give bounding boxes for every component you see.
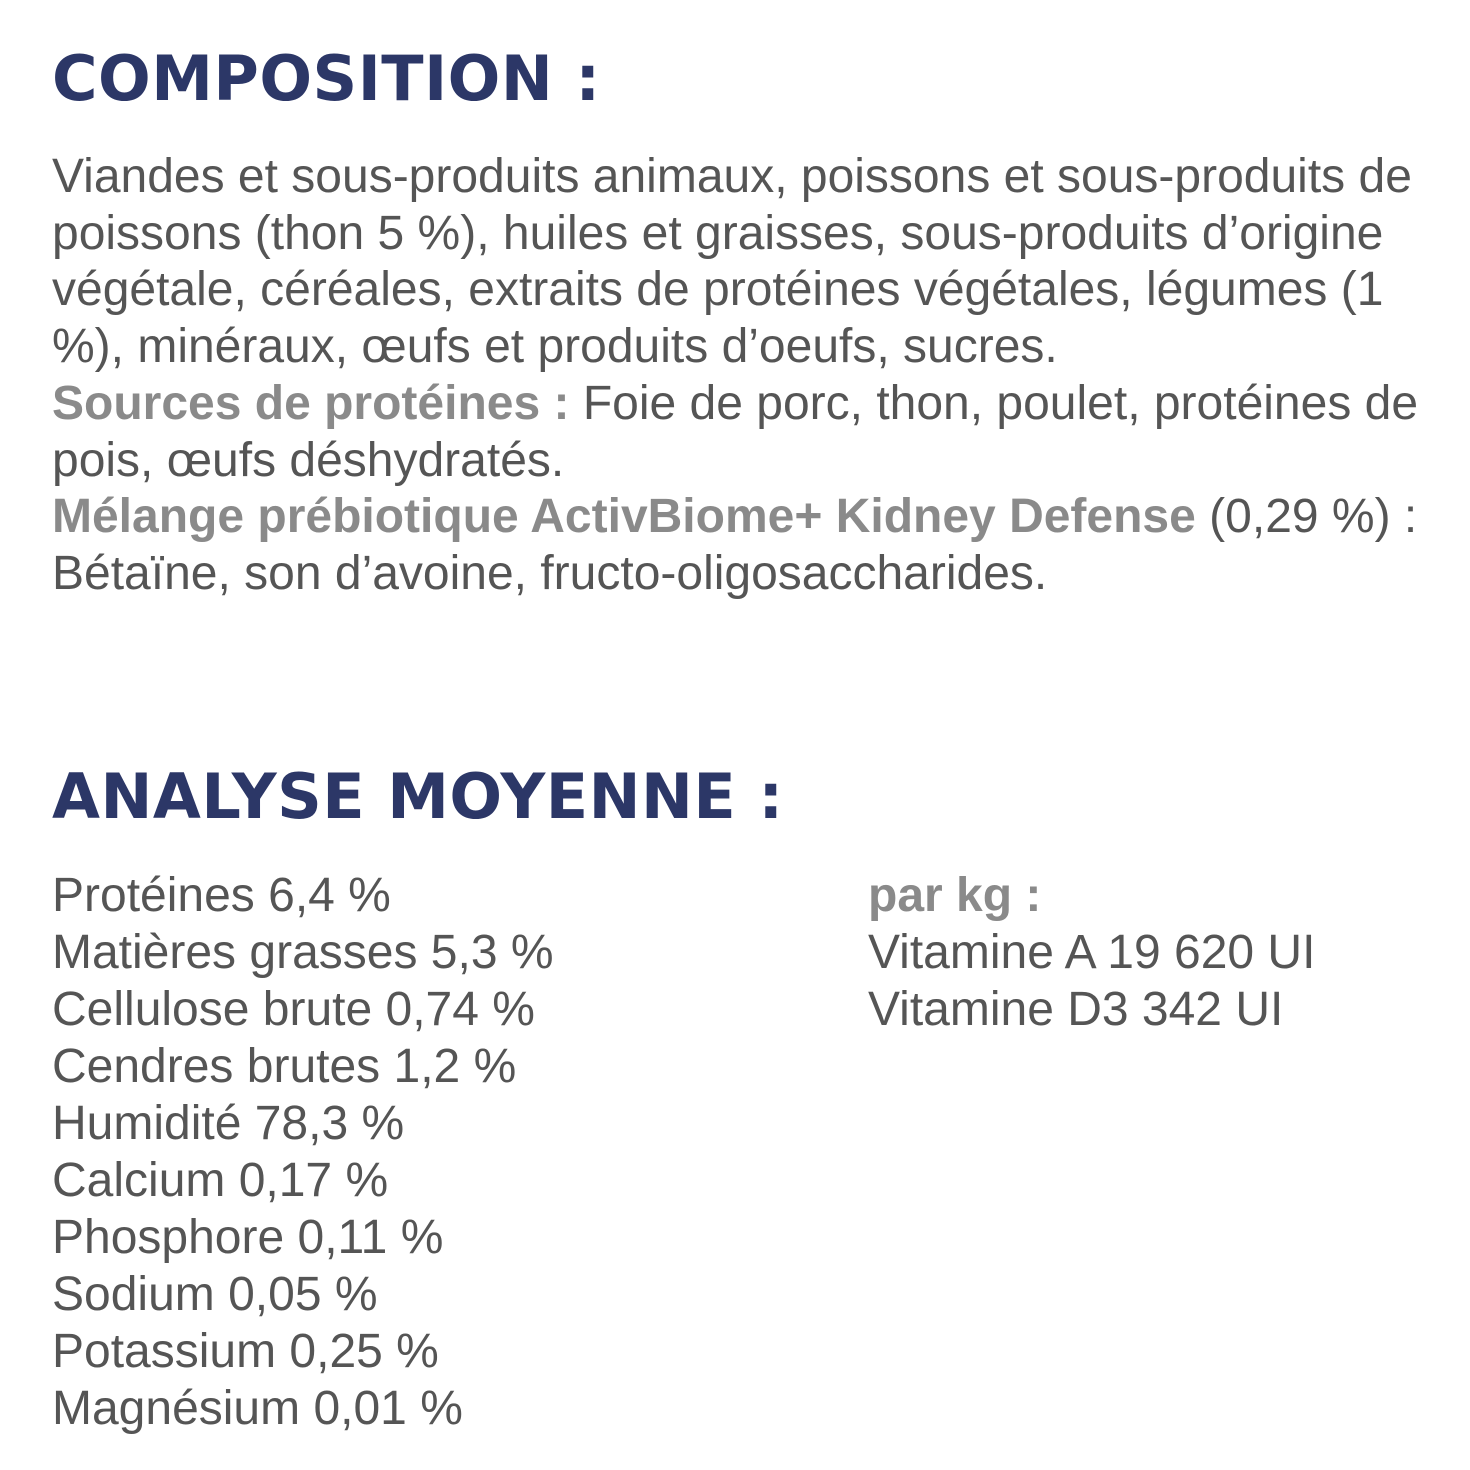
analysis-heading: ANALYSE MOYENNE : <box>52 760 784 833</box>
vitamin-item: Vitamine D3 342 UI <box>868 983 1284 1036</box>
composition-heading: COMPOSITION : <box>52 42 601 115</box>
analysis-item: Protéines 6,4 % <box>52 869 391 922</box>
analysis-item: Sodium 0,05 % <box>52 1268 378 1321</box>
composition-paragraph <box>52 149 1467 603</box>
protein-sources-label: Sources de protéines : <box>52 376 570 430</box>
vitamin-item: Vitamine A 19 620 UI <box>868 926 1316 979</box>
ingredients-text: Viandes et sous-produits animaux, poissons et sous-produits de poissons (thon 5 %), huiles et graisses, sous-produits d’origine végétale, céréales, extraits de protéines végétales, légumes (1 %), minéraux, œufs et produits d’oeufs, sucres. <box>52 150 1412 374</box>
analysis-item: Magnésium 0,01 % <box>52 1382 463 1435</box>
prebiotic-text: (0,29 %) : Bétaïne, son d’avoine, fructo-oligosaccharides. <box>52 490 1418 600</box>
per-kg-list <box>868 867 1315 1038</box>
analysis-item: Cellulose brute 0,74 % <box>52 983 535 1036</box>
protein-sources-text: Foie de porc, thon, poulet, protéines de pois, œufs déshydratés. <box>52 376 1419 487</box>
prebiotic-label: Mélange prébiotique ActivBiome+ Kidney Defense <box>52 490 1196 544</box>
analysis-item: Humidité 78,3 % <box>52 1097 405 1150</box>
analysis-item: Calcium 0,17 % <box>52 1154 389 1207</box>
analysis-item: Matières grasses 5,3 % <box>52 926 554 979</box>
analysis-item: Phosphore 0,11 % <box>52 1211 444 1264</box>
per-kg-label: par kg : <box>868 869 1042 922</box>
analysis-item: Potassium 0,25 % <box>52 1325 439 1378</box>
analysis-item: Cendres brutes 1,2 % <box>52 1040 517 1093</box>
analysis-list <box>52 867 554 1437</box>
